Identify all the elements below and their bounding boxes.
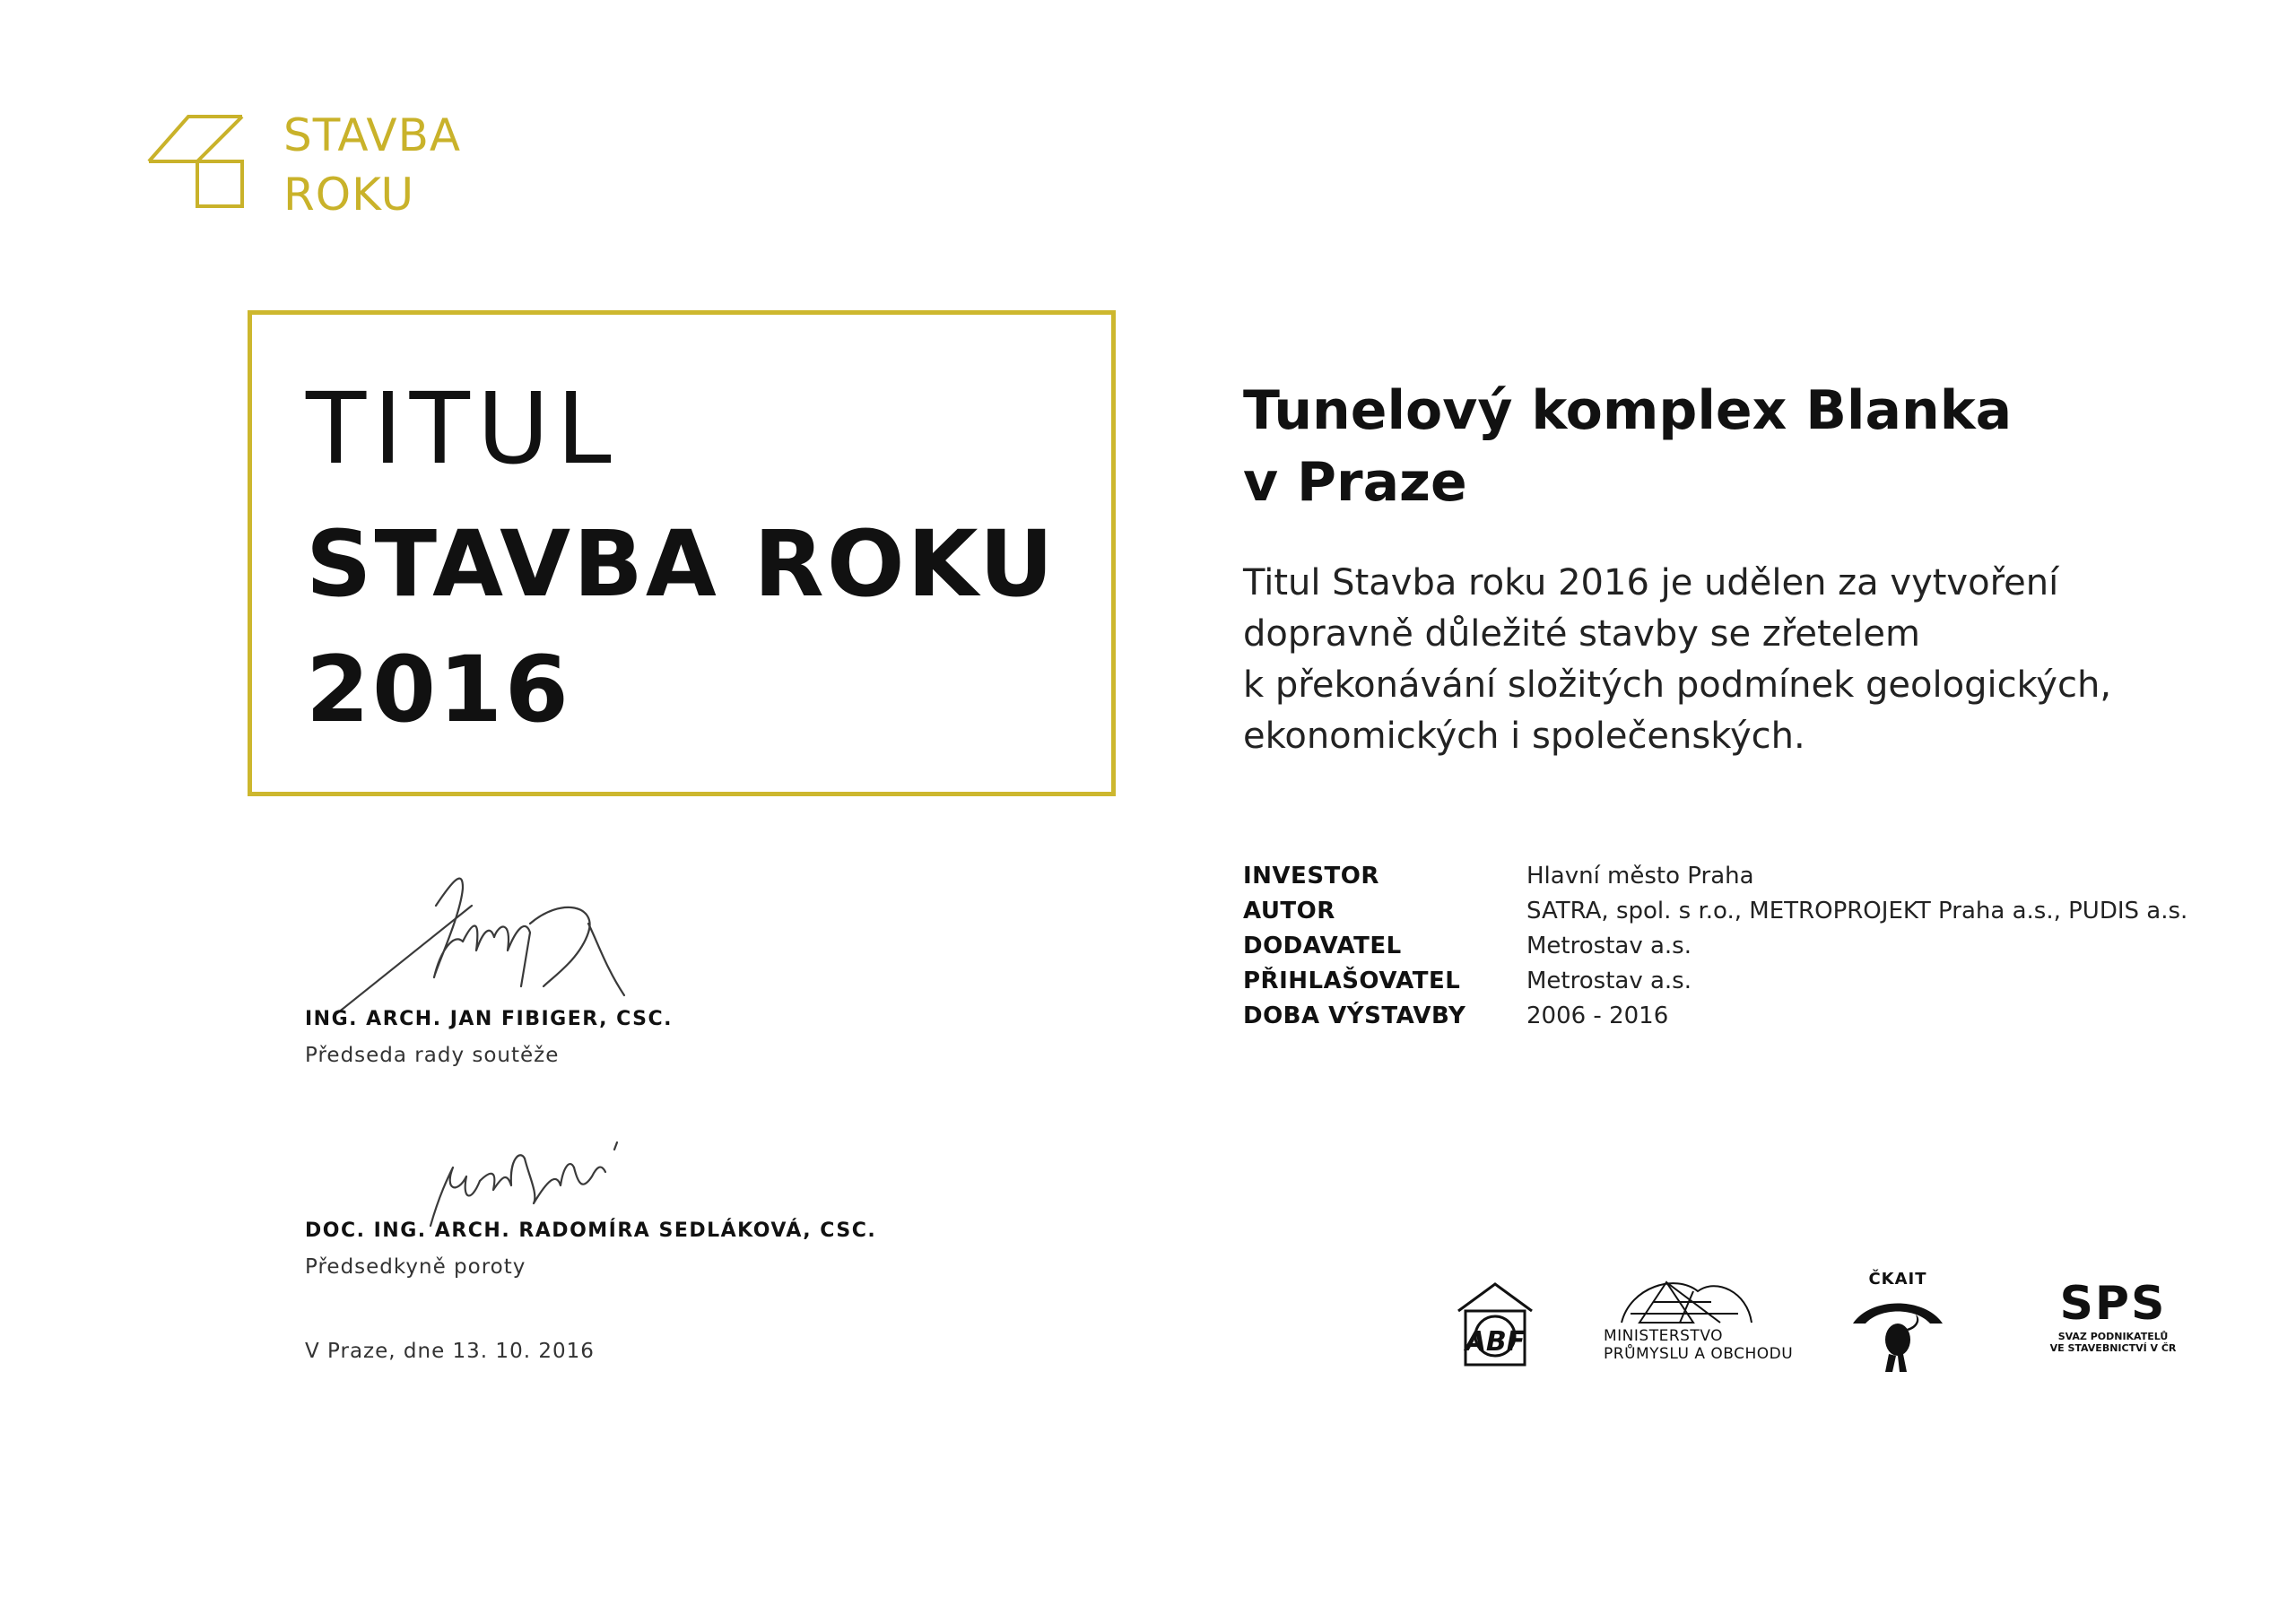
description-line: ekonomických i společenských. [1243,716,1805,757]
mpo-globe-icon [1604,1273,1756,1327]
info-key: INVESTOR [1243,863,1379,890]
project-info-table [1243,859,2187,1034]
award-title-line-1: STAVBA ROKU [306,511,1057,618]
signature-fibiger-image [328,870,642,1022]
project-name [1243,375,2012,518]
info-key: DODAVATEL [1243,933,1402,959]
sps-logo-text: SPS [2059,1277,2167,1331]
info-value: Hlavní město Praha [1526,863,1754,890]
abf-logo-text: ABF [1465,1326,1526,1358]
description-line: Titul Stavba roku 2016 je udělen za vytvoření [1243,562,2059,603]
signatory-1-name: ING. ARCH. JAN FIBIGER, CSC. [305,1008,674,1030]
mpo-logo-text [1604,1327,1793,1363]
signatory-2-name: DOC. ING. ARCH. RADOMÍRA SEDLÁKOVÁ, CSC. [305,1219,877,1242]
mpo-line-1: MINISTERSTVO [1604,1327,1724,1345]
brand-line-2: ROKU [283,169,415,221]
info-value: Metrostav a.s. [1526,933,1692,959]
award-title [306,502,1057,753]
ckait-logo-text: ČKAIT [1868,1270,1927,1289]
brand-line-1: STAVBA [283,109,462,161]
award-year: 2016 [306,637,571,743]
award-description [1243,558,2111,762]
project-name-line-1: Tunelový komplex Blanka [1243,379,2013,442]
sps-logo-subtitle [2041,1331,2185,1354]
info-row-dodavatel [1243,929,2187,964]
signatory-1-role: Předseda rady soutěže [305,1044,560,1067]
mpo-logo [1604,1273,1819,1363]
description-line: dopravně důležité stavby se zřetelem [1243,613,1920,655]
place-and-date: V Praze, dne 13. 10. 2016 [305,1340,595,1363]
title-label: TITUL [306,371,619,486]
info-key: PŘIHLAŠOVATEL [1243,968,1461,994]
signatory-2-role: Předsedkyně poroty [305,1255,526,1279]
ckait-lion-emblem-icon [1849,1291,1946,1376]
signature-sedlakova-image [422,1141,637,1230]
info-value: Metrostav a.s. [1526,968,1692,994]
info-row-investor [1243,859,2187,894]
abf-logo [1453,1280,1537,1368]
project-name-line-2: v Praze [1243,451,1467,514]
sps-line-1: SVAZ PODNIKATELŮ [2057,1331,2169,1342]
description-line: k překonávání složitých podmínek geologických, [1243,664,2112,706]
sps-line-2: VE STAVEBNICTVÍ V ČR [2049,1342,2177,1354]
mpo-line-2: PRŮMYSLU A OBCHODU [1604,1345,1794,1363]
sps-logo [2041,1277,2185,1356]
info-value: SATRA, spol. s r.o., METROPROJEKT Praha a.s., PUDIS a.s. [1526,898,2188,924]
info-value: 2006 - 2016 [1526,1002,1669,1029]
info-row-prihlasovatel [1243,964,2187,999]
info-row-doba-vystavby [1243,999,2187,1034]
info-row-autor [1243,894,2187,929]
info-key: AUTOR [1243,898,1335,924]
brand-name [283,106,461,224]
stavba-roku-logo-mark [144,109,251,217]
info-key: DOBA VÝSTAVBY [1243,1002,1466,1029]
ckait-logo [1849,1270,1946,1376]
